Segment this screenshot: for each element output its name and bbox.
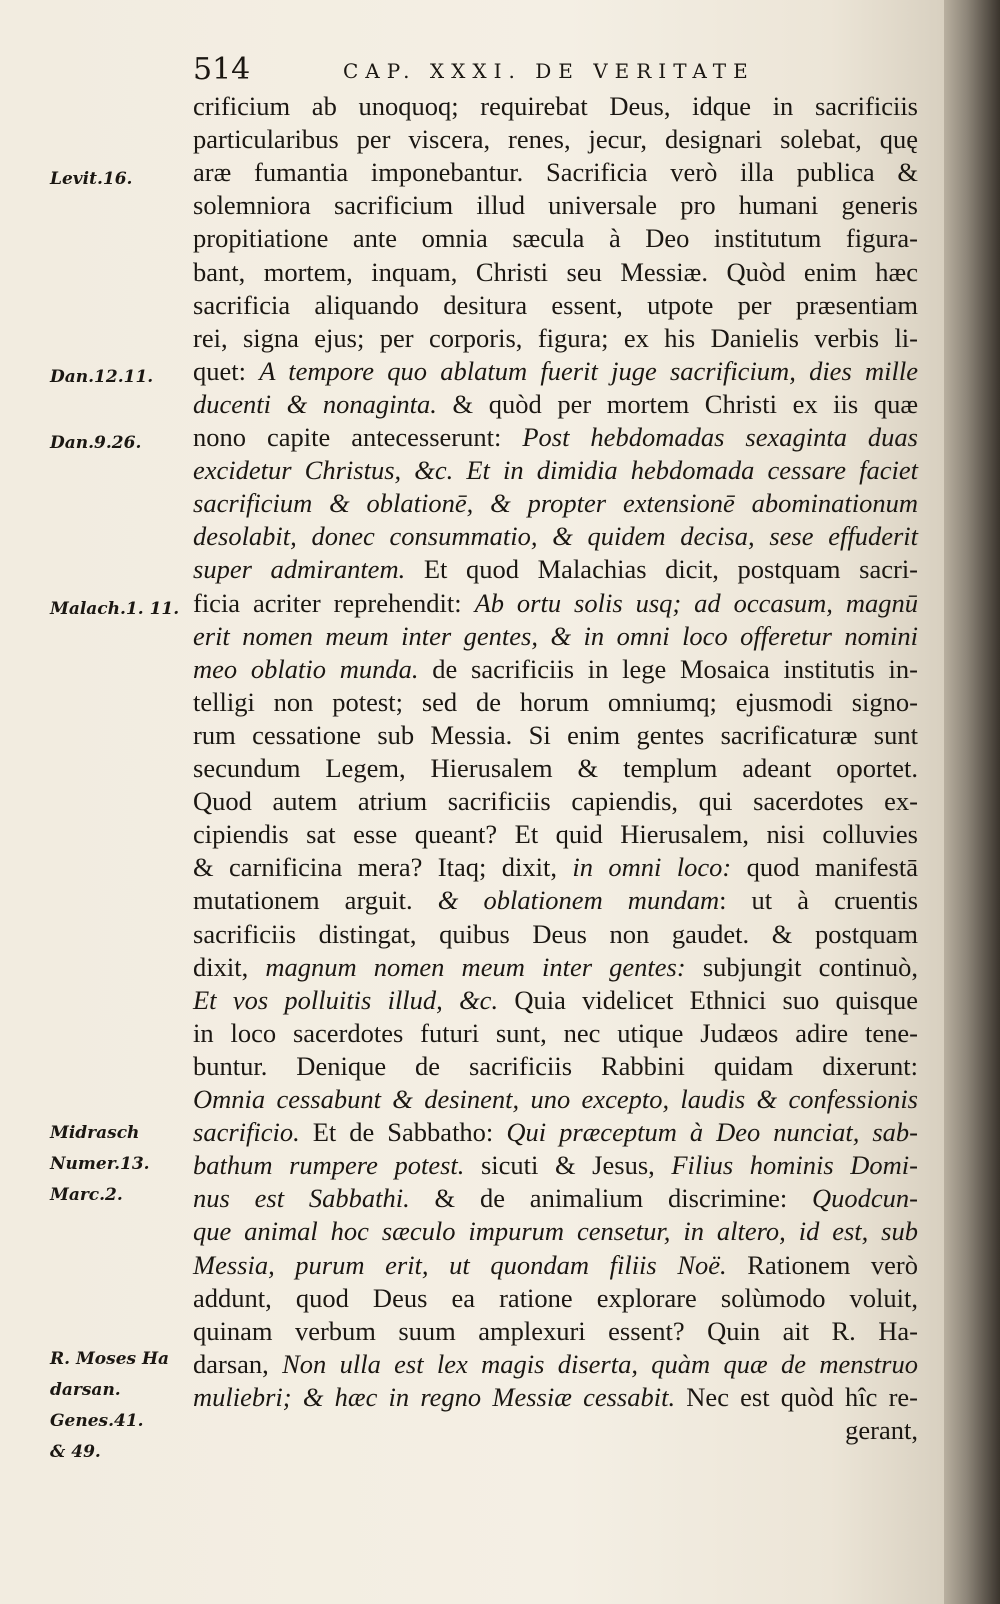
- page-header: [193, 50, 913, 90]
- margin-note-dan-9: Dan.9.26.: [50, 433, 142, 453]
- text-line: [193, 686, 918, 719]
- text-line: [193, 90, 918, 123]
- text-line: [193, 851, 918, 884]
- text-line: [193, 1215, 918, 1248]
- text-segment: & carnificina mera? Itaq; dixit,: [193, 852, 573, 883]
- italic-text-segment: desolabit, donec consummatio, & quidem decisa, sese effuderit: [193, 521, 918, 552]
- text-segment: : ut à cruentis: [719, 885, 919, 916]
- text-line: [193, 355, 918, 388]
- text-segment: dixit,: [193, 951, 266, 982]
- text-line: [193, 884, 918, 917]
- text-line: [193, 587, 918, 620]
- text-segment: rei, signa ejus; per corporis, figura; ex his Danielis verbis li-: [193, 322, 918, 353]
- text-segment: Quia videlicet Ethnici suo quisque: [498, 984, 918, 1015]
- text-segment: solemniora sacrificium illud universale pro humani generis: [193, 190, 918, 221]
- text-line: [193, 1381, 918, 1414]
- text-segment: quod manifestā: [731, 852, 918, 883]
- text-segment: Et quod Malachias dicit, postquam sacri-: [405, 554, 918, 585]
- margin-note-moses-hadarsan: R. Moses Ha darsan. Genes.41. & 49.: [50, 1349, 170, 1462]
- text-segment: particularibus per viscera, renes, jecur, designari solebat, quę: [193, 124, 918, 155]
- margin-note-midrasch: Midrasch Numer.13. Marc.2.: [50, 1123, 150, 1205]
- text-segment: Quod autem atrium sacrificiis capiendis, qui sacerdotes ex-: [193, 786, 918, 817]
- text-line: [193, 1315, 918, 1348]
- text-segment: gerant,: [845, 1415, 918, 1445]
- text-line: [193, 785, 918, 818]
- text-segment: cipiendis sat esse queant? Et quid Hierusalem, nisi colluvies: [193, 819, 918, 850]
- text-segment: & quòd per mortem Christi ex iis quæ: [436, 388, 918, 419]
- page-number: 514: [193, 52, 251, 87]
- text-line: [193, 1149, 918, 1182]
- text-line: [193, 156, 918, 189]
- margin-notes: [50, 0, 190, 1604]
- text-line: [193, 553, 918, 586]
- text-line: [193, 1249, 918, 1282]
- margin-note-levit: Levit.16.: [50, 169, 133, 189]
- italic-text-segment: muliebri; & hæc in regno Messiæ cessabit.: [193, 1381, 676, 1412]
- italic-text-segment: meo oblatio munda.: [193, 653, 419, 684]
- italic-text-segment: Non ulla est lex magis diserta, quàm quæ de menstruo: [282, 1348, 918, 1379]
- italic-text-segment: nus est Sabbathi.: [193, 1183, 410, 1214]
- text-line: [193, 653, 918, 686]
- text-line: [193, 1348, 918, 1381]
- italic-text-segment: Quodcun-: [812, 1183, 918, 1214]
- text-segment: in loco sacerdotes futuri sunt, nec utique Judæos adire tene-: [193, 1017, 918, 1048]
- italic-text-segment: bathum rumpere potest.: [193, 1150, 465, 1181]
- italic-text-segment: Qui præceptum à Deo nunciat, sab-: [506, 1117, 918, 1148]
- margin-note-dan-12: Dan.12.11.: [50, 367, 154, 387]
- text-segment: sacrificiis distingat, quibus Deus non gaudet. & postquam: [193, 918, 918, 949]
- text-segment: sacrificia aliquando desitura essent, utpote per præsentiam: [193, 289, 918, 320]
- text-line: [193, 487, 918, 520]
- text-segment: ficia acriter reprehendit:: [193, 587, 475, 618]
- page-gutter-shadow: [944, 0, 1000, 1604]
- text-segment: Et de Sabbatho:: [299, 1117, 507, 1148]
- text-segment: subjungit continuò,: [685, 951, 918, 982]
- text-line: [193, 1116, 918, 1149]
- italic-text-segment: Post hebdomadas sexaginta duas: [522, 422, 918, 452]
- text-segment: crificium ab unoquoq; requirebat Deus, idque in sacrificiis: [193, 91, 918, 121]
- text-line: [193, 222, 918, 255]
- text-line: [193, 1050, 918, 1083]
- text-line: [193, 818, 918, 851]
- text-line: [193, 1017, 918, 1050]
- italic-text-segment: A tempore quo ablatum fuerit juge sacrificium, dies mille: [259, 355, 918, 386]
- italic-text-segment: super admirantem.: [193, 554, 406, 585]
- text-line: [193, 322, 918, 355]
- italic-text-segment: que animal hoc sæculo impurum censetur, in altero, id est, sub: [193, 1216, 918, 1247]
- text-line: [193, 388, 918, 421]
- text-segment: darsan,: [193, 1348, 283, 1379]
- italic-text-segment: magnum nomen meum inter gentes:: [265, 951, 686, 982]
- text-segment: secundum Legem, Hierusalem & templum adeant oportet.: [193, 753, 918, 783]
- text-line: [193, 256, 918, 289]
- italic-text-segment: sacrificio.: [193, 1117, 300, 1148]
- text-segment: bant, mortem, inquam, Christi seu Messiæ. Quòd enim hæc: [193, 256, 918, 287]
- text-line: [193, 421, 918, 454]
- text-segment: rum cessatione sub Messia. Si enim gentes sacrificaturæ sunt: [193, 719, 918, 750]
- text-segment: nono capite antecesserunt:: [193, 422, 523, 452]
- italic-text-segment: ducenti & nonaginta.: [193, 388, 437, 419]
- text-line: [193, 1083, 918, 1116]
- text-segment: de sacrificiis in lege Mosaica institutis in-: [418, 653, 918, 684]
- text-line: [193, 520, 918, 553]
- italic-text-segment: Filius hominis Domi-: [671, 1150, 918, 1181]
- text-segment: & de animalium discrimine:: [409, 1183, 813, 1214]
- margin-note-malach: Malach.1. 11.: [50, 599, 180, 619]
- text-line: [193, 189, 918, 222]
- main-text: [193, 90, 918, 1520]
- text-segment: propitiatione ante omnia sæcula à Deo institutum figura-: [193, 223, 918, 254]
- italic-text-segment: sacrificium & oblationē, & propter extensionē abominationum: [193, 488, 918, 519]
- text-line: [193, 123, 918, 156]
- text-line: [193, 1414, 918, 1447]
- italic-text-segment: in omni loco:: [572, 852, 732, 883]
- italic-text-segment: Ab ortu solis usq; ad occasum, magnū: [474, 587, 918, 618]
- text-segment: Rationem verò: [726, 1249, 919, 1280]
- italic-text-segment: Omnia cessabunt & desinent, uno excepto, laudis & confessionis: [193, 1084, 918, 1114]
- text-line: [193, 620, 918, 653]
- italic-text-segment: erit nomen meum inter gentes, & in omni loco offeretur nomini: [193, 620, 918, 651]
- text-segment: addunt, quod Deus ea ratione explorare solùmodo voluit,: [193, 1282, 918, 1313]
- italic-text-segment: excidetur Christus, &c. Et in dimidia hebdomada cessare faciet: [193, 455, 918, 486]
- text-segment: mutationem arguit.: [193, 885, 438, 916]
- text-line: [193, 752, 918, 785]
- text-line: [193, 918, 918, 951]
- text-segment: quinam verbum suum amplexuri essent? Quin ait R. Ha-: [193, 1315, 918, 1346]
- text-segment: sicuti & Jesus,: [464, 1150, 672, 1181]
- text-segment: Nec est quòd hîc re-: [675, 1381, 918, 1412]
- text-line: [193, 454, 918, 487]
- text-segment: buntur. Denique de sacrificiis Rabbini quidam dixerunt:: [193, 1050, 918, 1081]
- text-line: [193, 719, 918, 752]
- text-line: [193, 1182, 918, 1215]
- text-line: [193, 1282, 918, 1315]
- italic-text-segment: Messia, purum erit, ut quondam filiis Noë.: [193, 1249, 727, 1280]
- text-segment: aræ fumantia imponebantur. Sacrificia verò illa publica &: [193, 157, 918, 188]
- text-line: [193, 289, 918, 322]
- italic-text-segment: Et vos polluitis illud, &c.: [193, 984, 499, 1015]
- text-line: [193, 984, 918, 1017]
- text-segment: quet:: [193, 355, 260, 386]
- text-line: [193, 951, 918, 984]
- running-head: CAP. XXXI. DE VERITATE: [343, 59, 755, 83]
- text-segment: telligi non potest; sed de horum omniumq; ejusmodi signo-: [193, 686, 918, 717]
- italic-text-segment: & oblationem mundam: [437, 885, 720, 916]
